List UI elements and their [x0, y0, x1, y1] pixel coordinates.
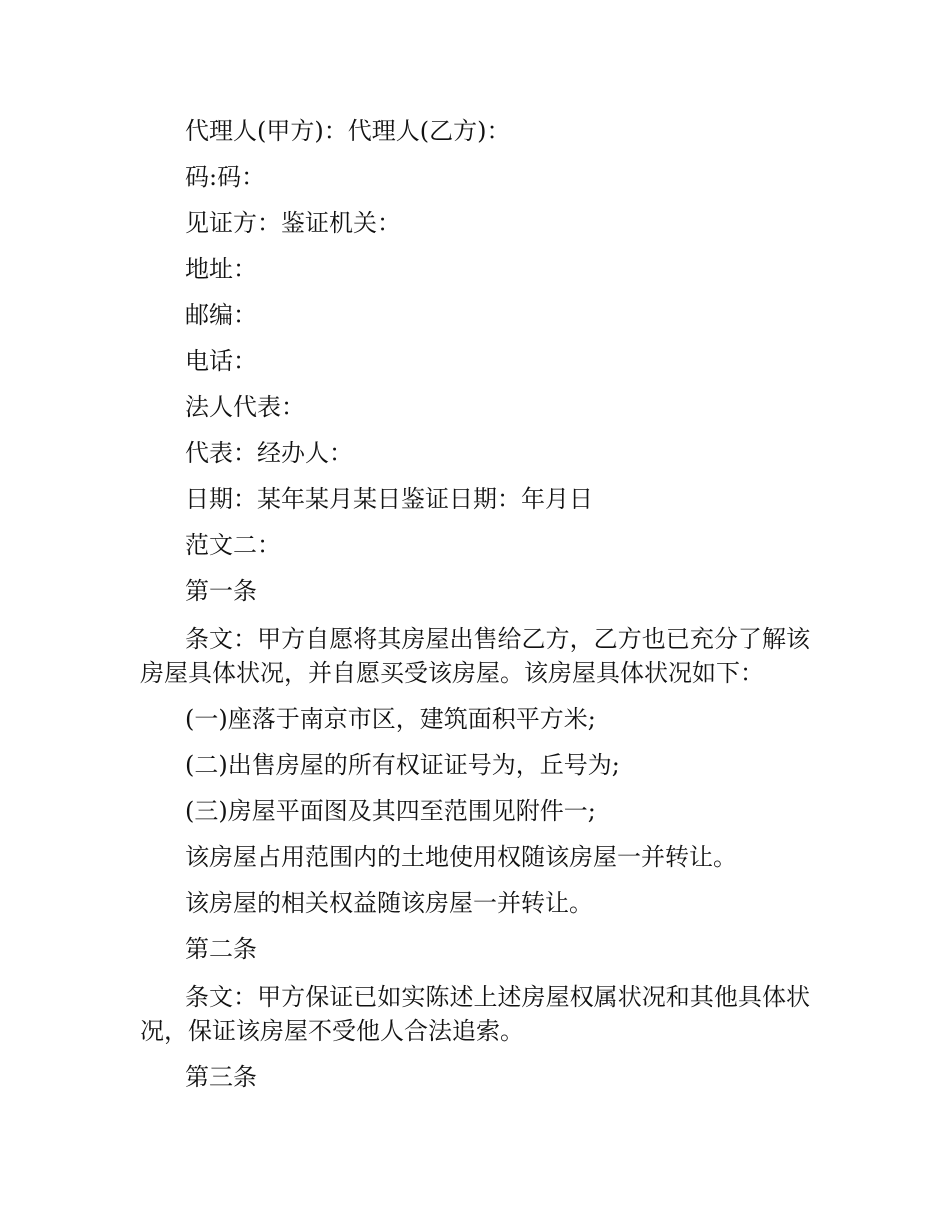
text-line: 代表：经办人：	[185, 439, 353, 467]
text-line: 该房屋的相关权益随该房屋一并转让。	[185, 889, 593, 917]
list-item: (三)房屋平面图及其四至范围见附件一;	[185, 797, 596, 825]
text-line: 邮编：	[185, 301, 257, 329]
text-line: 代理人(甲方)：代理人(乙方)：	[185, 117, 511, 145]
article-heading: 第三条	[185, 1063, 257, 1091]
text-line: 法人代表：	[185, 393, 305, 421]
article-paragraph: 条文：甲方自愿将其房屋出售给乙方，乙方也已充分了解该房屋具体状况，并自愿买受该房屋。该房屋具体状况如下：	[140, 625, 810, 687]
text-line: 见证方：鉴证机关：	[185, 209, 401, 237]
section-heading: 范文二：	[185, 531, 281, 559]
text-line: 日期：某年某月某日鉴证日期：年月日	[185, 485, 593, 513]
text-line: 电话：	[185, 347, 257, 375]
document-body	[140, 108, 810, 1100]
text-line: 地址：	[185, 255, 257, 283]
article-heading: 第二条	[185, 935, 257, 963]
list-item: (一)座落于南京市区，建筑面积平方米;	[185, 705, 596, 733]
article-paragraph: 条文：甲方保证已如实陈述上述房屋权属状况和其他具体状况，保证该房屋不受他人合法追索。	[140, 983, 810, 1045]
article-heading: 第一条	[185, 577, 257, 605]
text-line: 该房屋占用范围内的土地使用权随该房屋一并转让。	[185, 843, 737, 871]
list-item: (二)出售房屋的所有权证证号为，丘号为;	[185, 751, 620, 779]
text-line: 码:码：	[185, 163, 266, 191]
